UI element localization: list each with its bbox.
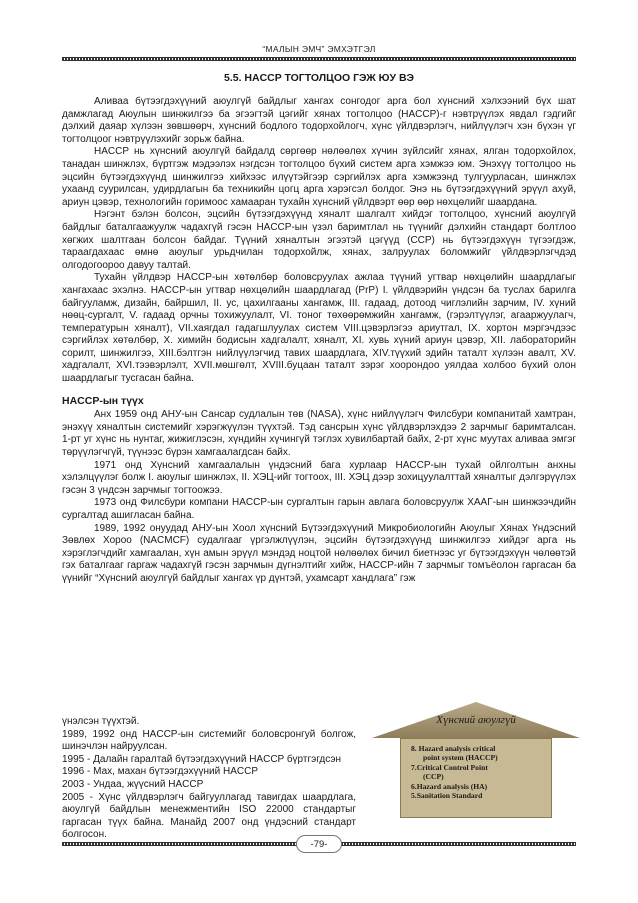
header-rule	[62, 57, 576, 61]
page-number: -79-	[296, 835, 342, 853]
timeline-item: 2005 - Хүнс үйлдвэрлэгч байгууллагад тавигдах шаардлага, аюулгүй байдлын менежментийн ISO 22000 стандартыг гаргасан түүх байна. Манайд 2007 онд үндэсний стандарт болгосон.	[62, 791, 356, 841]
paragraph: Анх 1959 онд АНУ-ын Сансар судлалын төв (NASA), хүнс нийлүүлэгч Филсбури компанитай хамтран, энэхүү хяналтын системийг хэрэгжүүлэн түүхтэй. Тэд сансрын хүнс үйлдвэрлэхдээ 2 зарчмыг баримталсан. 1-рт уг хүнс нь нунтаг, жижиглэсэн, хүндийн хүчингүй тэглэх хувилбартай байх, 2-рт хүнс муутах аливаа эмгэг төрүүлэгчгүй, түүнээс бүрэн хамгаалагдсан байх.	[62, 409, 576, 459]
paragraph: Тухайн үйлдвэр HACCP-ын хөтөлбөр боловсруулах ажлаа түүний угтвар нөхцөлийн шаардлагыг хангахаас эхэлнэ. HACCP-ын угтвар нөхцөлийн шаардлагад (PrP) I. үйлдвэрийн үндсэн ба туслах барилга байгууламж, дизайн, байршил, II. ус, цахилгааны хангамж, III. гадаад, дотоод чиглэлийн зарчим, IV. хүний нөөц-сургалт, V. гадаад орчны тохижуулалт, VI. тоног төхөөрөмжийн хангамж, (гэрэлтүүлэг, агааржуулагч, температурын хяналт), VII.хаягдал гадагшлуулах систем VIII.цэвэрлэгээ ариутгал, IX. хортон мэргэчдээс сэргийлэх хөтөлбөр, X. химийн бодисын хадгалалт, хяналт, XI. хувь хүний ариун цэвэр, XII. лабораторийн сорилт, шинжилгээ, XIII.бэлтгэн нийлүүлэгчид тавих шаардлага, XIV.түүхий эдийн таталт хүлээн авалт, XV. хадгалалт, XVI.тээвэрлэлт, XVII.мөшгөлт, XVIII.буцаан таталт зэрэг хоорондоо уялдаа холбоо бүхий олон шаардлагыг тусгасан байна.	[62, 272, 576, 385]
diagram-item: 5.Sanitation Standard	[411, 791, 483, 801]
timeline-column	[62, 716, 356, 842]
diagram-roof-label: Хүнсний аюулгүй	[436, 714, 516, 726]
diagram-item: 8. Hazard analysis critical	[411, 744, 496, 753]
diagram-item: point system (HACCP)	[423, 753, 498, 763]
section-title: 5.5. HACCP ТОГТОЛЦОО ГЭЖ ЮУ ВЭ	[223, 72, 414, 84]
timeline-item: 1989, 1992 онд HACCP-ын системийг боловсронгуй болгож, шинэчлэн найруулсан.	[62, 728, 356, 753]
timeline-item: 2003 - Ундаа, жүүсний HACCP	[62, 778, 204, 790]
subheading-history: HACCP-ын түүх	[62, 394, 144, 407]
timeline-item: үнэлсэн түүхтэй.	[62, 716, 140, 727]
diagram-item: (CCP)	[423, 772, 444, 782]
paragraph: 1989, 1992 онуудад АНУ-ын Хоол хүнсний Бүтээгдэхүүний Микробиологийн Аюулыг Хянах Үндэсний Зөвлөх Хороо (NACMCF) судалгааг үргэлжлүүлэн, эцсийн бүтээгдэхүүнд шинжилгээ хийдэг арга нь хэрэглэгчдийг хамгаалан, хүн амын эрүүл мэндэд ноцтой нөлөөлөх бичил биетнээс уг бүтээгдэхүүн чөлөөтэй гэх баталгааг гаргаж чадахгүй гэсэн зарчмын дүгнэлтийг хийж, HACCP-ийн 7 зарчмыг томъёолон гаргасан ба үүнийг “Хүнсний аюулгүй байдлыг хангах үр дүнтэй, ухамсарт хандлага” гэж	[62, 522, 576, 584]
paragraph: 1973 онд Филсбури компани HACCP-ын сургалтын гарын авлага боловсруулж ХААГ-ын шинжээчдийн сургалтад ашигласан байна.	[62, 497, 576, 521]
timeline-item: 1996 - Мах, махан бүтээгдэхүүний HACCP	[62, 766, 259, 778]
main-text	[62, 96, 576, 586]
paragraph: HACCP нь хүнсний аюулгүй байдалд сөргөөр нөлөөлөх хүчин зүйлсийг хянах, ялган тодорхойлох, танадан шинжлэх, бүртгэж мэдээлэх нэгдсэн тогтолцоо бүхий систем арга хэмжээ юм. Энэхүү тогтолцоо нь эцсийн бүтээгдэхүүнд шинжилгээ хийхээс илүүтэйгээр сэргийлэх арга хэмжээнд тулгуурласан, шинжлэх ухаанд суурилсан, удирдлагын ба техникийн цогц арга хэрэгсэл болдог. Энэ нь бүтээгдэхүүний эрүүл ахуй, ариун цэвэр, технологийн горимоос хамааран тухайн хүнсний үйлдвэрт өөр өөр нөхцөлийг шаардана.	[62, 146, 576, 208]
diagram-box	[400, 738, 552, 818]
food-safety-house-diagram	[372, 702, 580, 820]
paragraph: Аливаа бүтээгдэхүүний аюулгүй байдлыг хангах сонгодог арга бол хүнсний хэлхээний бүх шат дамжлагад Аюулын шинжилгээ ба эгээгтэй цэгийг хянах тогтолцоо (HACCP)-г нэвтрүүлэх явдал гэдгийг дэлхий даяар хүлээн зөвшөөрч, хүнсний бодлого тодорхойлогч, хүнс үйлдвэрлэгч, нийлүүлэгч хэн бүхэн үг тогтолцоог нэвтрүүлэхийг зорьж байна.	[62, 96, 576, 145]
timeline-item: 1995 - Далайн гаралтай бүтээгдэхүүний HACCP бүртгэгдсэн	[62, 753, 341, 765]
running-head: “МАЛЫН ЭМЧ” ЭМХЭТГЭЛ	[262, 44, 376, 54]
diagram-item: 6.Hazard analysis (HA)	[411, 781, 488, 791]
paragraph: Нэгэнт бэлэн болсон, эцсийн бүтээгдэхүүнд хяналт шалгалт хийдэг тогтолцоо, хүнсний аюулгүй байдлыг баталгаажуулж чадахгүй гэсэн HACCP-ын үзэл баримтлал нь түүнийг дэлхийн стандарт болтлоо хөгжих шалтгаан болсон байдаг. Түүний хяналтын эгээтэй цэгүүд (CCP) нь бүтээгдэхүүн түгээгдэж, тараагдахаас өмнө аюулыг урьдчилан тодорхойлж, хянах, залруулах боломжийг үйлдвэрлэгчдэд олгодогоороо давуу талтай.	[62, 209, 576, 271]
paragraph: 1971 онд Хүнсний хамгаалалын үндэсний бага хурлаар HACCP-ын тухай ойлголтын анхны хэлэлцүүлэг болж I. аюулыг шинжлэх, II. ХЭЦ-ийг тогтоох, III. ХЭЦ дээр зохицуулалттай хяналтыг дэлгэрүүлэх гэсэн 3 үндсэн зарчмыг тогтоожээ.	[62, 459, 576, 496]
diagram-item: 7.Critical Control Point	[411, 762, 488, 772]
